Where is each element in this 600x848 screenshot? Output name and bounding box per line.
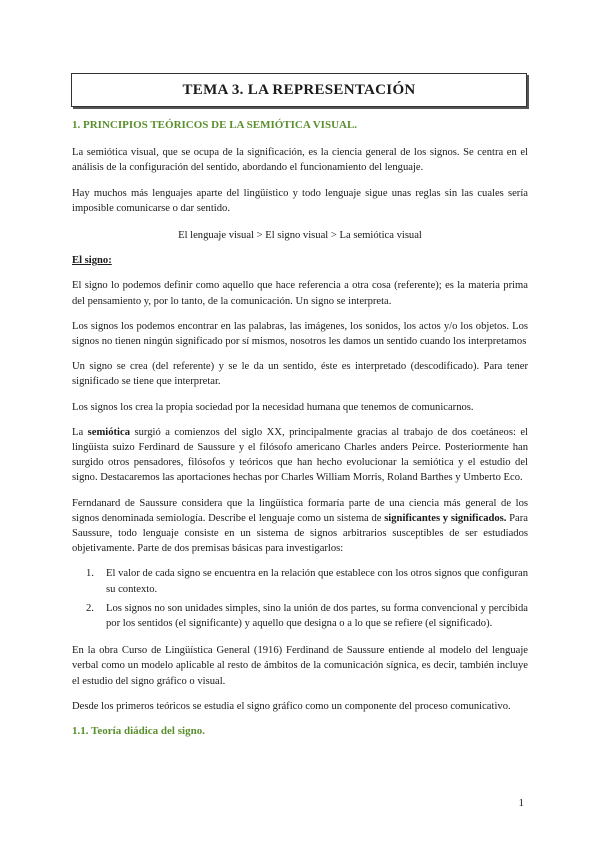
paragraph-7 [72, 425, 528, 486]
list-item-text: El valor de cada signo se encuentra en la relación que establece con los otros signos que configuran su contexto. [106, 568, 528, 595]
subheading-signo: El signo: [72, 255, 112, 267]
list-item [72, 566, 528, 596]
page-number: 1 [518, 797, 524, 809]
section-heading-1: 1. PRINCIPIOS TEÓRICOS DE LA SEMIÓTICA VISUAL. [72, 119, 358, 131]
paragraph-5: Un signo se crea (del referente) y se le da un sentido, éste es interpretado (descodificado). Para tener significado se tiene que interpretar. [72, 361, 528, 388]
paragraph-3: El signo lo podemos definir como aquello que hace referencia a otra cosa (referente); es la materia prima del pensamiento y, por lo tanto, de la comunicación. Un signo se interpreta. [72, 280, 528, 307]
document-body [72, 114, 528, 751]
paragraph-2: Hay muchos más lenguajes aparte del lingüístico y todo lenguaje sigue unas reglas sin las cuales sería imposible comunicarse o dar sentido. [72, 187, 528, 214]
p7-text-b: surgió a comienzos del siglo XX, principalmente gracias al trabajo de dos coetáneos: el lingüista suizo Ferdinard de Saussure y el filósofo americano Charles anders Peirce. Posteriormente han surgido otros pensadores, filósofos y teóricos que han hecho evolucionar la semiótica y el estudio del signo. Destacaremos las aportaciones hechas por Charles William Morris, Roland Barthes y Umberto Eco. [72, 426, 528, 484]
paragraph-8 [72, 496, 528, 557]
centered-statement: El lenguaje visual > El signo visual > La semiótica visual [178, 230, 422, 242]
premises-list [72, 566, 528, 631]
p8-text-b: Para Saussure, todo lenguaje consiste en un sistema de signos arbitrarios susceptibles de ser estudiados objetivamente. Parte de dos premisas básicas para investigarlos: [72, 512, 528, 555]
list-item-number: 1. [86, 568, 94, 580]
paragraph-10: Desde los primeros teóricos se estudia el signo gráfico como un componente del proceso comunicativo. [72, 700, 511, 712]
list-item-number: 2. [86, 602, 94, 614]
section-heading-1-1: 1.1. Teoría diádica del signo. [72, 725, 205, 738]
paragraph-9: En la obra Curso de Lingüística General (1916) Ferdinand de Saussure entiende al modelo del lenguaje verbal como un modelo aplicable al resto de ámbitos de la comunicación sígnica, es decir, también incluye el estudio del signo gráfico o visual. [72, 645, 528, 687]
paragraph-6: Los signos los crea la propia sociedad por la necesidad humana que tenemos de comunicarnos. [72, 401, 474, 413]
list-item-text: Los signos no son unidades simples, sino la unión de dos partes, su forma convencional y percibida por los sentidos (el significante) y aquello que designa o a lo que se refiere (el significado). [106, 602, 528, 630]
p8-bold-term: significantes y significados. [384, 512, 507, 524]
page-title: TEMA 3. LA REPRESENTACIÓN [71, 73, 527, 107]
paragraph-1: La semiótica visual, que se ocupa de la significación, es la ciencia general de los signos. Se centra en el análisis de la configuración del sentido, abordando el funcionamiento del lenguaje. [72, 147, 528, 174]
paragraph-4: Los signos los podemos encontrar en las palabras, las imágenes, los sonidos, los actos y/o los objetos. Los signos no tienen ningún significado por sí mismos, nosotros les damos un sentido cuando los interpretamos [72, 320, 528, 348]
p7-bold-term: semiótica [87, 426, 131, 438]
p8-text-a: Ferndanard de Saussure considera que la lingüística formaría parte de una ciencia más general de los signos denominada semiología. Describe el lenguaje como un sistema de [72, 497, 528, 524]
list-item [72, 601, 528, 631]
p7-text-a: La [72, 426, 88, 438]
